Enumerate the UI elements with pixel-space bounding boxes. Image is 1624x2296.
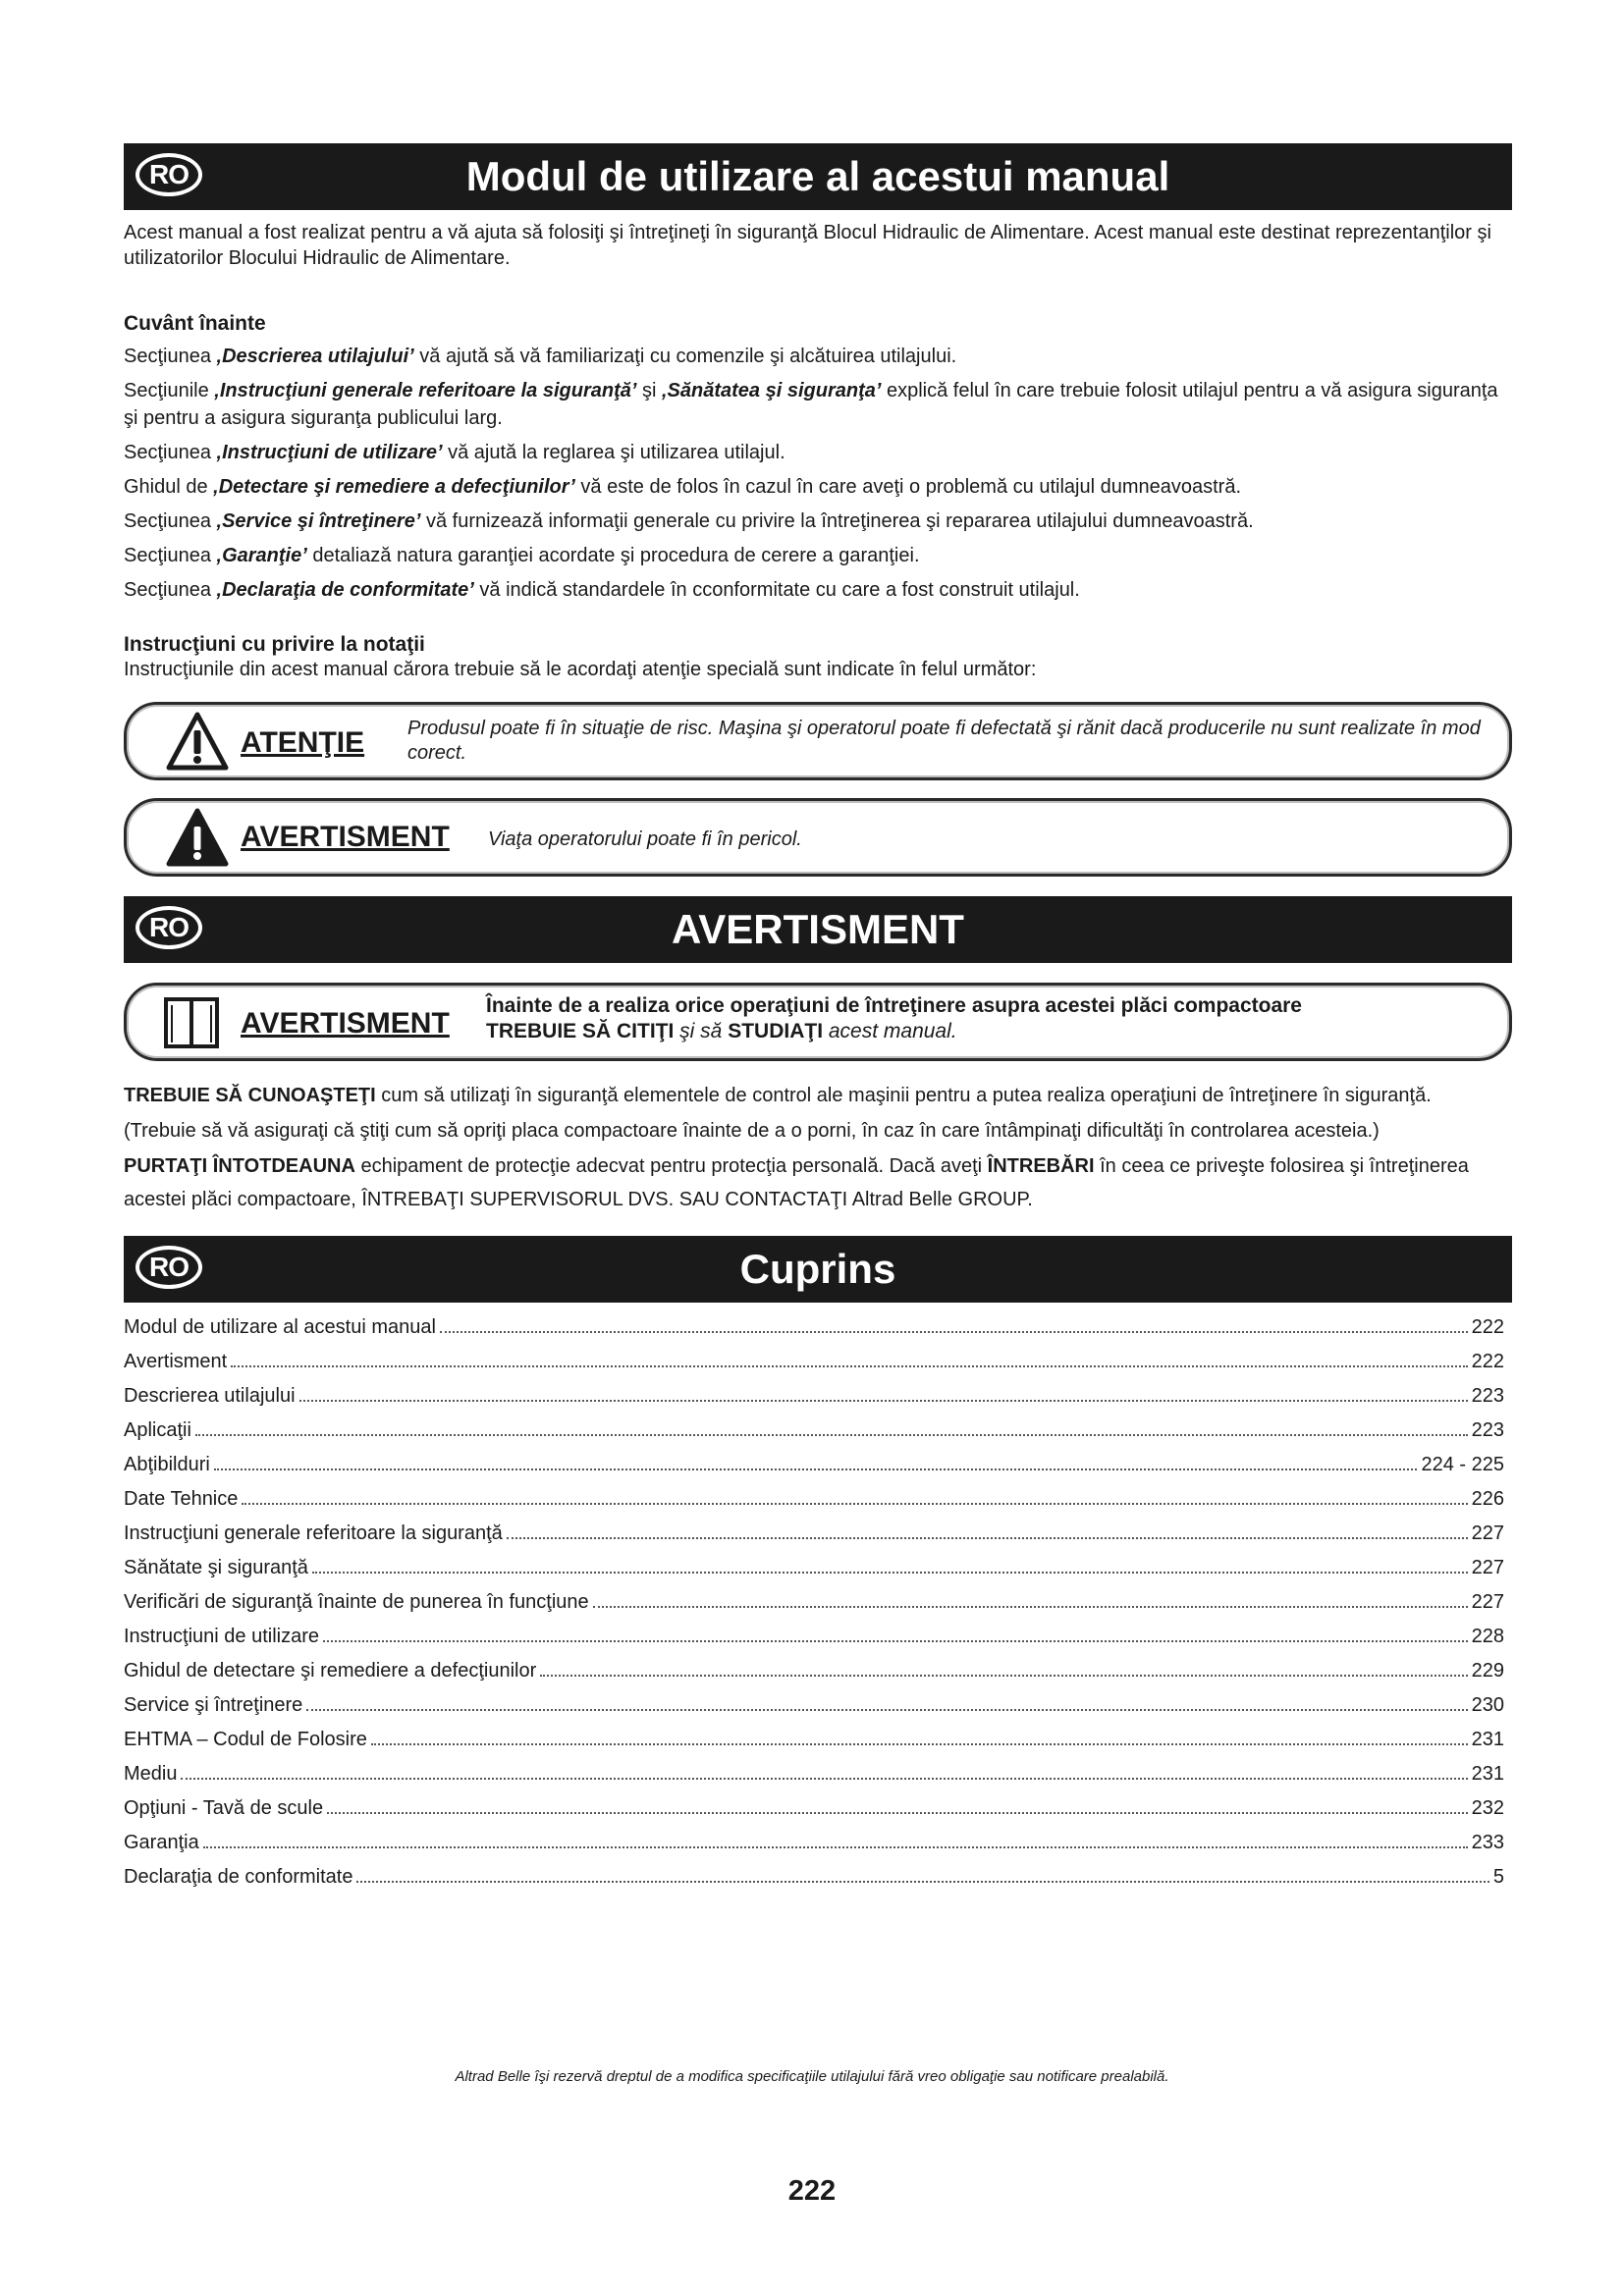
foreword-line: Secţiunea ‚Garanţie’ detaliază natura garanţiei acordate şi procedura de cerere a garanţiei. <box>124 545 920 566</box>
toc-entry[interactable]: Avertisment 222 <box>124 1351 1504 1372</box>
toc-entry[interactable]: Mediu 231 <box>124 1763 1504 1785</box>
warning-body-p2: (Trebuie să vă asiguraţi că ştiţi cum să opriţi placa compactoare înainte de a o porni, în caz în care întâmpinaţi dificultăţi în controlarea acesteia.) <box>124 1120 1380 1142</box>
toc-entry[interactable]: Instrucţiuni de utilizare 228 <box>124 1626 1504 1647</box>
toc-entry[interactable]: Garanţia 233 <box>124 1832 1504 1853</box>
warning-triangle-outline-icon <box>166 711 229 774</box>
manual-book-icon <box>152 991 231 1054</box>
manual-page <box>124 143 1512 1889</box>
warning-body-p3: PURTAŢI ÎNTOTDEAUNA echipament de protecţie adecvat pentru protecţia personală. Dacă aveţi ÎNTREBĂRI în ceea ce priveşte folosirea şi întreţinerea acestei plăci compactoare, ÎNTREBAŢI SUPERVISORUL DVS. SAU CONTACTAŢI Altrad Belle GROUP. <box>124 1155 1469 1210</box>
toc-entry[interactable]: Verificări de siguranţă înainte de punerea în funcţiune 227 <box>124 1591 1504 1613</box>
notation-text: Instrucţiunile din acest manual cărora trebuie să le acordaţi atenţie specială sunt indicate în felul următor: <box>124 659 1037 680</box>
toc-entry[interactable]: Service şi întreţinere 230 <box>124 1694 1504 1716</box>
attention-text: Produsul poate fi în situaţie de risc. Maşina şi operatorul poate fi defectată şi rănit dacă producerile nu sunt realizate în mod corect. <box>407 718 1481 764</box>
manual-warning-text: Înainte de a realiza orice operaţiuni de întreţinere asupra acestei plăci compactoare TREBUIE SĂ CITIŢI şi să STUDIAŢI acest manual. <box>486 994 1302 1042</box>
toc-entry[interactable]: EHTMA – Codul de Folosire 231 <box>124 1729 1504 1750</box>
foreword-line: Secţiunile ‚Instrucţiuni generale referitoare la siguranţă’ şi ‚Sănătatea şi siguranţa’ explică felul în care trebuie folosit utilajul pentru a vă asigura siguranţa şi pentru a asigura siguranţa publicului larg. <box>124 380 1498 429</box>
section-header-warning <box>124 896 1512 963</box>
toc-entry[interactable]: Date Tehnice 226 <box>124 1488 1504 1510</box>
warning-label: AVERTISMENT <box>241 821 450 853</box>
footer-disclaimer: Altrad Belle îşi rezervă dreptul de a modifica specificaţiile utilajului fără vreo obligaţie sau notificare prealabilă. <box>455 2068 1169 2085</box>
warning-body-p1: TREBUIE SĂ CUNOAŞTEŢI cum să utilizaţi în siguranţă elementele de control ale maşinii pentru a putea realiza operaţiuni de întreţinere în siguranţă. <box>124 1085 1432 1106</box>
table-of-contents <box>124 1305 1512 1889</box>
warning-notice <box>124 798 1512 877</box>
toc-entry[interactable]: Instrucţiuni generale referitoare la siguranţă 227 <box>124 1522 1504 1544</box>
section-header-usage <box>124 143 1512 210</box>
attention-label: ATENŢIE <box>241 726 365 759</box>
notation-heading: Instrucţiuni cu privire la notaţii <box>124 633 425 656</box>
toc-entry[interactable]: Descrierea utilajului 223 <box>124 1385 1504 1407</box>
section-title: Modul de utilizare al acestui manual <box>465 153 1170 199</box>
language-badge: RO <box>135 1246 202 1289</box>
toc-entry[interactable]: Ghidul de detectare şi remediere a defecţiunilor 229 <box>124 1660 1504 1682</box>
toc-entry[interactable]: Opţiuni - Tavă de scule 232 <box>124 1797 1504 1819</box>
toc-entry[interactable]: Modul de utilizare al acestui manual 222 <box>124 1316 1504 1338</box>
language-badge: RO <box>135 906 202 949</box>
foreword-line: Secţiunea ‚Service şi întreţinere’ vă furnizează informaţii generale cu privire la întreţinerea şi repararea utilajului dumneavoastră. <box>124 510 1254 532</box>
page-number: 222 <box>787 2175 837 2207</box>
read-manual-notice <box>124 983 1512 1061</box>
toc-entry[interactable]: Aplicaţii 223 <box>124 1419 1504 1441</box>
intro-paragraph: Acest manual a fost realizat pentru a vă ajuta să folosiţi şi întreţineţi în siguranţă Blocul Hidraulic de Alimentare. Acest manual este destinat reprezentanţilor şi utilizatorilor Blocului Hidraulic de Alimentare. <box>124 222 1491 269</box>
warning-text: Viaţa operatorului poate fi în pericol. <box>488 828 802 850</box>
foreword-heading: Cuvânt înainte <box>124 312 266 335</box>
foreword-line: Secţiunea ‚Instrucţiuni de utilizare’ vă ajută la reglarea şi utilizarea utilajul. <box>124 442 785 463</box>
language-badge: RO <box>135 153 202 196</box>
section-header-contents <box>124 1236 1512 1303</box>
foreword-line: Secţiunea ‚Declaraţia de conformitate’ vă indică standardele în cconformitate cu care a fost construit utilajul. <box>124 579 1080 601</box>
manual-warning-label: AVERTISMENT <box>241 1007 450 1040</box>
section-title: Cuprins <box>739 1246 896 1292</box>
toc-entry[interactable]: Sănătate şi siguranţă 227 <box>124 1557 1504 1578</box>
section-title: AVERTISMENT <box>672 906 964 952</box>
foreword-line: Secţiunea ‚Descrierea utilajului’ vă ajută să vă familiarizaţi cu comenzile şi alcătuirea utilajului. <box>124 346 957 367</box>
warning-triangle-filled-icon <box>166 807 229 870</box>
foreword-line: Ghidul de ‚Detectare şi remediere a defecţiunilor’ vă este de folos în cazul în care aveţi o problemă cu utilajul dumneavoastră. <box>124 476 1241 498</box>
toc-entry[interactable]: Abţibilduri 224 - 225 <box>124 1454 1504 1475</box>
attention-notice <box>124 702 1512 780</box>
toc-entry[interactable]: Declaraţia de conformitate 5 <box>124 1866 1504 1888</box>
